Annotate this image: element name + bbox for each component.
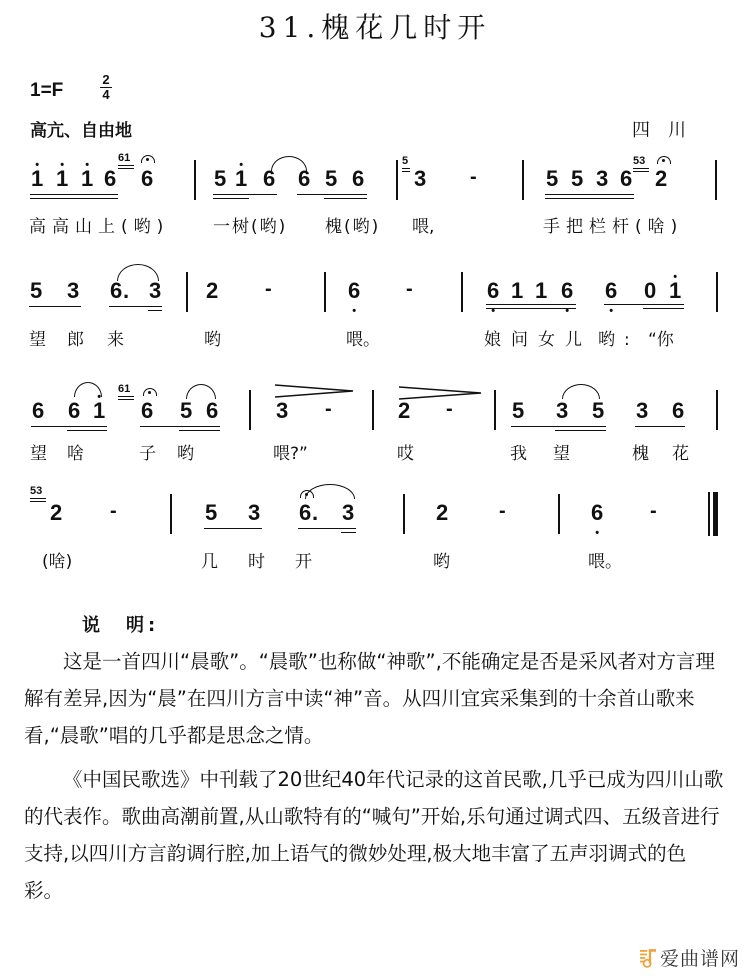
key-signature: 1=F: [30, 80, 64, 101]
barline: [194, 160, 196, 200]
lyric: 几: [201, 552, 218, 572]
slur: [562, 384, 600, 399]
score-row-4: [0, 484, 750, 584]
lyric: 来: [107, 330, 124, 350]
lyric: (啥): [42, 552, 73, 572]
note: 3: [276, 398, 289, 423]
notes-paragraph-2: 《中国民歌选》中刊载了20世纪40年代记录的这首民歌,几乎已成为四川山歌的代表作。歌曲高潮前置,从山歌特有的“喊句”开始,乐句通过调式四、五级音进行支持,以四川方言韵调行腔,加上语气的微妙处理,极大地丰富了五声羽调式的色彩。: [24, 768, 724, 902]
lyric: 花: [672, 444, 689, 464]
note: • 1: [235, 168, 247, 190]
note: 3: [149, 278, 162, 303]
note: 6: [110, 278, 123, 303]
lyric: 槐: [632, 444, 649, 464]
sustain-dash: -: [265, 278, 272, 300]
note: 5: [592, 398, 605, 423]
barline: [249, 390, 251, 430]
note: 6: [141, 398, 154, 423]
lyric: 望: [30, 444, 47, 464]
barline: [396, 160, 398, 200]
barline: [186, 272, 188, 312]
time-numerator: 2: [102, 72, 110, 87]
barline: [522, 160, 524, 200]
sustain-dash: -: [446, 398, 453, 420]
lyric: 子: [139, 444, 156, 464]
note: 6: [206, 398, 219, 423]
score-row-2: [0, 262, 750, 362]
lyric: 儿: [565, 330, 582, 350]
tempo-marking: 高亢、自由地: [30, 121, 132, 141]
note: 6 •: [605, 280, 617, 302]
note: 3: [414, 166, 427, 191]
sustain-dash: -: [499, 500, 506, 522]
barline: [716, 272, 718, 312]
note: 6: [104, 166, 117, 191]
note: 6: [298, 166, 311, 191]
lyric: 开: [295, 552, 312, 572]
lyric: 槐(哟): [325, 217, 381, 237]
note: 2: [206, 278, 219, 303]
note: 2: [398, 398, 411, 423]
grace-note: 61: [118, 384, 134, 400]
lyric: 哟: [598, 330, 615, 350]
note: 5: [214, 166, 227, 191]
watermark: [640, 944, 740, 971]
lyric: 望: [29, 330, 46, 350]
lyric: 娘: [484, 330, 501, 350]
slur: [305, 484, 355, 499]
note: • 1: [93, 400, 105, 422]
note: 2: [436, 500, 449, 525]
lyric: 高高山上(哟): [29, 217, 170, 237]
lyric: 时: [248, 552, 265, 572]
final-barline-thick: [713, 492, 718, 536]
grace-note: 61: [118, 153, 134, 169]
time-denominator: 4: [102, 87, 110, 102]
lyric: 手把栏杆(啥): [543, 217, 684, 237]
grace-note: 53: [30, 486, 46, 502]
barline: [494, 390, 496, 430]
decrescendo-icon: [399, 386, 483, 402]
barline: [403, 494, 405, 534]
lyric: 喂,: [412, 217, 435, 237]
notes-heading: 说 明:: [82, 615, 160, 636]
sustain-dash: -: [406, 278, 413, 300]
fermata-icon: [143, 388, 157, 396]
fermata-icon: [657, 156, 671, 164]
note: 6: [263, 166, 276, 191]
time-signature: [100, 74, 112, 101]
lyric: 哟: [204, 330, 221, 350]
note: 3: [67, 278, 80, 303]
barline: [715, 160, 717, 200]
note: 6 •: [591, 502, 603, 524]
lyric: 哟: [177, 444, 194, 464]
note: .: [123, 278, 130, 303]
lyric: :: [624, 330, 630, 350]
region-label: 四川: [632, 120, 704, 141]
note: • 1: [669, 280, 681, 302]
note: 5: [512, 398, 525, 423]
note: 1: [511, 278, 524, 303]
barline: [716, 390, 718, 430]
notes-paragraph-1: 这是一首四川“晨歌”。“晨歌”也称做“神歌”,不能确定是否是采风者对方言理解有差异,因为“晨”在四川方言中读“神”音。从四川宜宾采集到的十余首山歌来看,“晨歌”唱的几乎都是思念之情。: [24, 650, 715, 747]
note: 3: [342, 500, 355, 525]
score-row-3: [0, 378, 750, 478]
lyric: 女: [538, 330, 555, 350]
note: 3: [636, 398, 649, 423]
lyric: 我: [510, 444, 527, 464]
note: • 1: [56, 168, 68, 190]
note: 0: [644, 278, 657, 303]
note: 2: [50, 500, 63, 525]
lyric: 喂。: [588, 552, 622, 572]
sustain-dash: -: [470, 166, 477, 188]
barline: [558, 494, 560, 534]
note: 2: [655, 166, 668, 191]
note: 6 •: [348, 280, 360, 302]
note: 6: [620, 166, 633, 191]
barline: [372, 390, 374, 430]
note: 6: [352, 166, 365, 191]
note: 5: [546, 166, 559, 191]
note: 5: [180, 398, 193, 423]
slur: [186, 384, 216, 399]
note: • 1: [31, 168, 43, 190]
lyric: 问: [511, 330, 528, 350]
note: 3: [596, 166, 609, 191]
lyric: “你: [648, 330, 674, 350]
lyric: 啥: [67, 444, 84, 464]
lyric: 哎: [397, 444, 414, 464]
note: 6 •: [487, 280, 499, 302]
watermark-text: 爱曲谱网: [659, 948, 740, 970]
lyric: 望: [553, 444, 570, 464]
sustain-dash: -: [110, 500, 117, 522]
note: 6: [299, 500, 312, 525]
note: 3: [556, 398, 569, 423]
music-note-icon: [640, 947, 656, 969]
lyric: 一树(哟): [213, 217, 288, 237]
slur: [74, 382, 102, 397]
lyric: 郎: [67, 330, 84, 350]
lyric: 喂。: [346, 330, 380, 350]
note: 1: [535, 278, 548, 303]
sustain-dash: -: [325, 398, 332, 420]
sustain-dash: -: [650, 500, 657, 522]
barline: [461, 272, 463, 312]
final-barline-thin: [708, 492, 710, 536]
lyric: 哟: [433, 552, 450, 572]
note: 5: [205, 500, 218, 525]
note: • 1: [81, 168, 93, 190]
note: 5: [30, 278, 43, 303]
barline: [324, 272, 326, 312]
note: 5: [325, 166, 338, 191]
score-row-1: [0, 150, 750, 250]
lyric: 喂?”: [273, 444, 308, 464]
note: 6: [141, 166, 154, 191]
note: .: [312, 500, 319, 525]
grace-note: 5: [402, 156, 410, 172]
note: 6: [32, 398, 45, 423]
note: 6 •: [561, 280, 573, 302]
note: 5: [571, 166, 584, 191]
note: 6: [68, 398, 81, 423]
song-title: 31.槐花几时开: [258, 11, 492, 44]
barline: [170, 494, 172, 534]
grace-note: 53: [633, 156, 649, 172]
fermata-icon: [141, 155, 155, 163]
note: 3: [248, 500, 261, 525]
note: 6: [672, 398, 685, 423]
